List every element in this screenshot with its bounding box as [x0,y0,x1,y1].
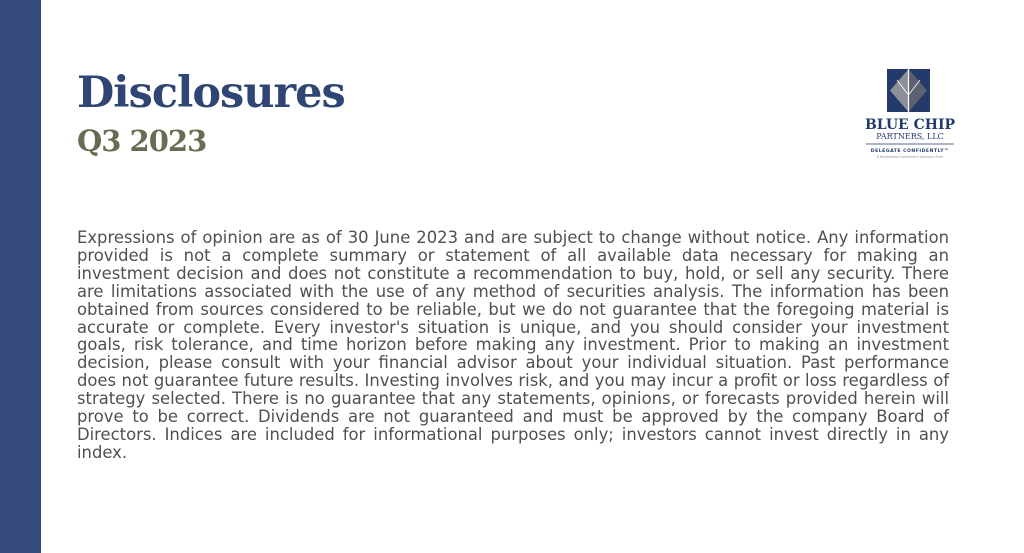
page-subtitle: Q3 2023 [77,124,207,158]
disclosure-paragraph: Expressions of opinion are as of 30 June 2023 and are subject to change without notice. Any information provided is not a complete summary or statement of all available data necessary for making an investment decision and does not constitute a recommendation to buy, hold, or sell any security. There are limitations associated with the use of any method of securities analysis. The information has been obtained from sources considered to be reliable, but we do not guarantee that the foregoing material is accurate or complete. Every investor's situation is unique, and you should consider your investment goals, risk tolerance, and time horizon before making any investment. Prior to making an investment decision, please consult with your financial advisor about your individual situation. Past performance does not guarantee future results. Investing involves risk, and you may incur a profit or loss regardless of strategy selected. There is no guarantee that any statements, opinions, or forecasts provided herein will prove to be correct. Dividends are not guaranteed and must be approved by the company Board of Directors. Indices are included for informational purposes only; investors cannot invest directly in any index. [77,228,949,462]
logo-tagline: DELEGATE CONFIDENTLY™ [870,149,950,154]
diamond-chip-icon [858,66,962,166]
logo-name-line2: PARTNERS, LLC [876,132,944,141]
logo-subtagline: A Registered Investment Advisory Firm [876,155,944,159]
page-title: Disclosures [77,68,345,118]
side-accent-bar [0,0,41,553]
logo-name-line1: BLUE CHIP [864,117,956,133]
company-logo [858,66,962,166]
